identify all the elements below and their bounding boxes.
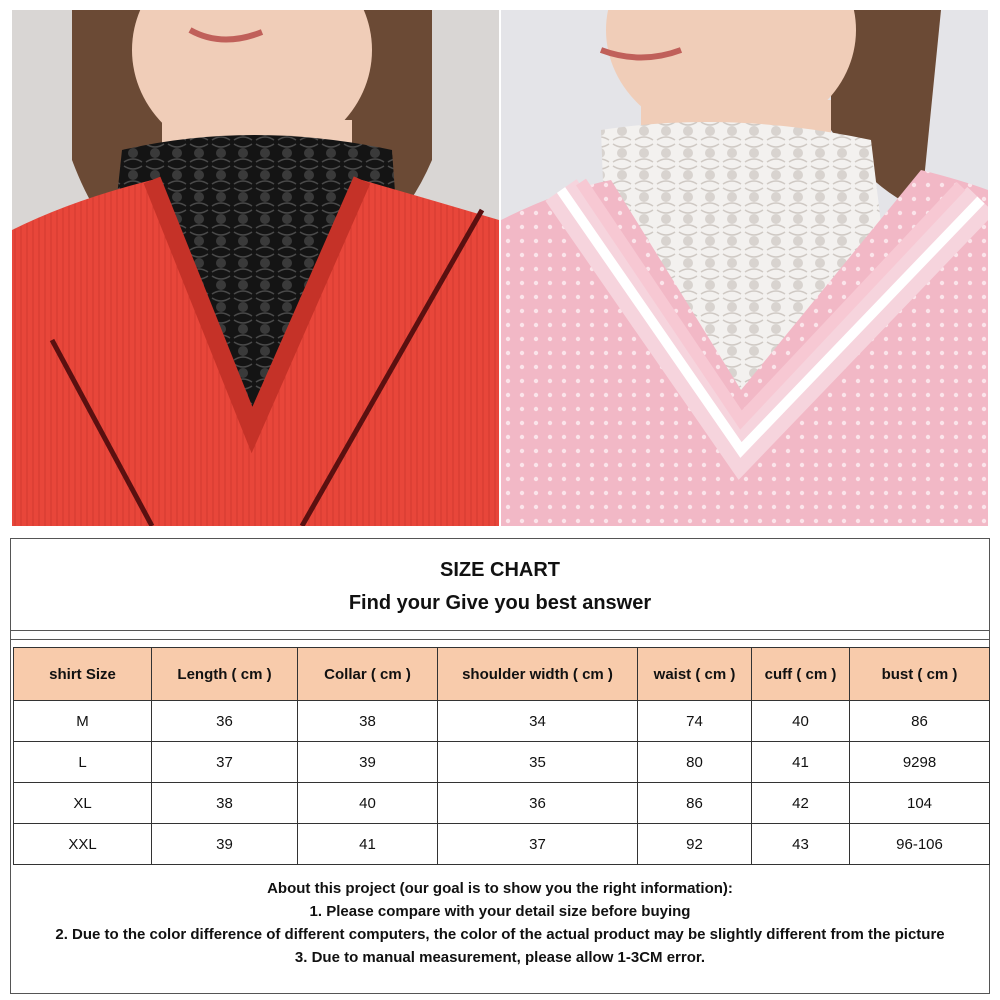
header-cell: Collar ( cm ) (298, 648, 438, 701)
table-cell: 104 (850, 783, 990, 824)
table-cell: 36 (438, 783, 638, 824)
table-cell: 42 (752, 783, 850, 824)
table-cell: 39 (152, 824, 298, 865)
table-cell: M (14, 701, 152, 742)
table-cell: 74 (638, 701, 752, 742)
table-cell: 37 (438, 824, 638, 865)
table-header-row (14, 648, 990, 701)
table-row (14, 742, 990, 783)
table-cell: 35 (438, 742, 638, 783)
header-cell: waist ( cm ) (638, 648, 752, 701)
header-cell: shoulder width ( cm ) (438, 648, 638, 701)
table-cell: 80 (638, 742, 752, 783)
photo-white-lace-collar (501, 10, 988, 526)
table-row (14, 783, 990, 824)
table-cell: 41 (752, 742, 850, 783)
table-cell: 36 (152, 701, 298, 742)
divider (11, 639, 989, 640)
table-row (14, 701, 990, 742)
note-line: 1. Please compare with your detail size before buying (309, 903, 691, 920)
note-line: 2. Due to the color difference of different computers, the color of the actual product may be slightly different from the picture (55, 926, 945, 943)
header-cell: shirt Size (14, 648, 152, 701)
table-cell: XL (14, 783, 152, 824)
table-cell: 34 (438, 701, 638, 742)
header-cell: cuff ( cm ) (752, 648, 850, 701)
table-cell: 38 (152, 783, 298, 824)
table-cell: 43 (752, 824, 850, 865)
size-chart-title-box (11, 539, 989, 631)
table-row (14, 824, 990, 865)
photo-black-lace-collar (12, 10, 499, 526)
white-lace-collar-image (501, 10, 988, 526)
product-photos (12, 10, 988, 526)
header-cell: Length ( cm ) (152, 648, 298, 701)
table-cell: 41 (298, 824, 438, 865)
table-cell: 9298 (850, 742, 990, 783)
table-cell: 39 (298, 742, 438, 783)
note-line: 3. Due to manual measurement, please allow 1-3CM error. (294, 949, 706, 966)
table-cell: 96-106 (850, 824, 990, 865)
table-cell: XXL (14, 824, 152, 865)
table-cell: 92 (638, 824, 752, 865)
size-chart-subtitle: Find your Give you best answer (348, 592, 652, 614)
table-cell: L (14, 742, 152, 783)
note-line: About this project (our goal is to show you the right information): (267, 880, 733, 897)
header-cell: bust ( cm ) (850, 648, 990, 701)
size-chart-title: SIZE CHART (440, 559, 560, 581)
table-cell: 38 (298, 701, 438, 742)
table-cell: 37 (152, 742, 298, 783)
table-cell: 86 (850, 701, 990, 742)
table-cell: 86 (638, 783, 752, 824)
size-table (13, 647, 990, 865)
black-lace-collar-image (12, 10, 499, 526)
size-chart (10, 538, 990, 994)
table-cell: 40 (752, 701, 850, 742)
table-cell: 40 (298, 783, 438, 824)
notes (11, 877, 989, 969)
